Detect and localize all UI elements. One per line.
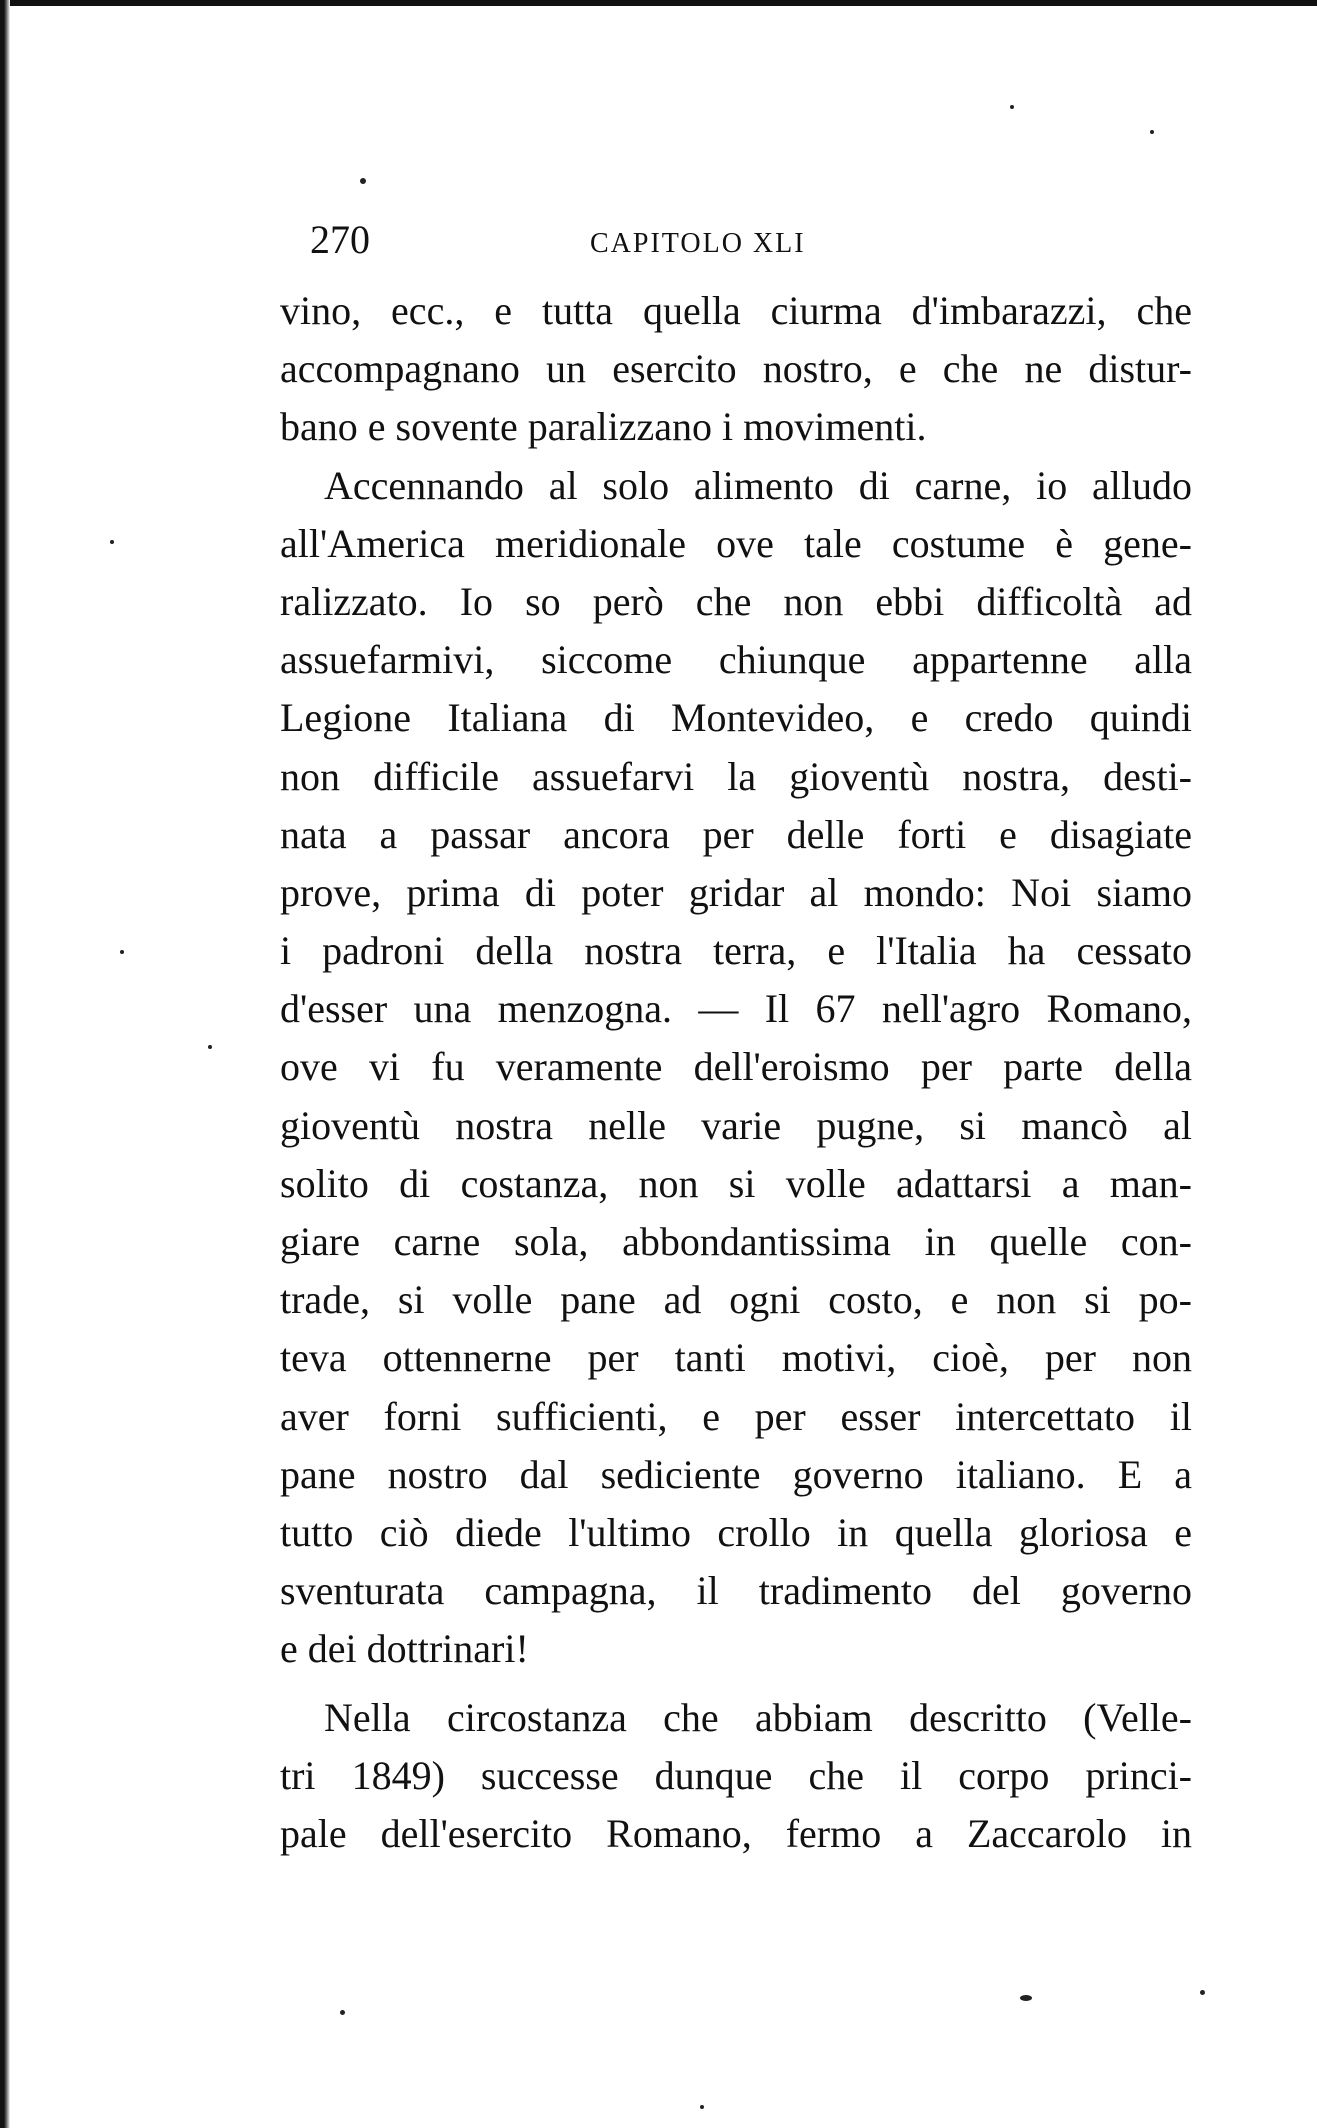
text-line: d'esser una menzogna. — Il 67 nell'agro Romano, (280, 986, 1192, 1032)
text-line: vino, ecc., e tutta quella ciurma d'imbarazzi, che (280, 288, 1192, 333)
text-line: trade, si volle pane ad ogni costo, e non si po- (280, 1277, 1192, 1323)
text-line: tutto ciò diede l'ultimo crollo in quella gloriosa e (280, 1509, 1192, 1555)
text-line: giare carne sola, abbondantissima in quelle con- (280, 1219, 1192, 1264)
chapter-title: CAPITOLO XLI (590, 228, 806, 259)
text-line: all'America meridionale ove tale costume è gene- (280, 520, 1192, 566)
scan-speck (700, 2105, 704, 2109)
scan-speck (340, 2010, 345, 2015)
paragraph (280, 457, 1210, 1679)
text-line: Nella circostanza che abbiam descritto (Velle- (324, 1694, 1192, 1740)
book-page (280, 210, 1210, 1863)
scan-speck (1150, 130, 1154, 134)
text-line: pane nostro dal sediciente governo italiano. E a (280, 1451, 1192, 1497)
scan-speck (1010, 105, 1014, 109)
scan-speck (110, 540, 114, 544)
text-line: sventurata campagna, il tradimento del governo (280, 1568, 1192, 1614)
text-line: solito di costanza, non si volle adattarsi a man- (280, 1160, 1192, 1206)
text-line: ralizzato. Io so però che non ebbi difficoltà ad (280, 578, 1192, 624)
scan-speck (1200, 1990, 1205, 1995)
scan-speck (360, 178, 366, 184)
scan-top-edge (0, 0, 1317, 6)
page-number: 270 (310, 217, 370, 262)
text-line: teva ottennerne per tanti motivi, cioè, per non (280, 1335, 1192, 1381)
text-line: prove, prima di poter gridar al mondo: Noi siamo (280, 869, 1192, 915)
text-line: pale dell'esercito Romano, fermo a Zaccarolo in (280, 1810, 1192, 1856)
text-line: Legione Italiana di Montevideo, e credo quindi (280, 695, 1192, 741)
text-line: non difficile assuefarvi la gioventù nostra, desti- (280, 753, 1192, 799)
running-head (280, 210, 1210, 270)
text-line: e dei dottrinari! (280, 1626, 529, 1672)
scan-speck (208, 1045, 212, 1049)
text-line: accompagnano un esercito nostro, e che ne distur- (280, 346, 1192, 392)
text-line: gioventù nostra nelle varie pugne, si mancò al (280, 1102, 1192, 1148)
text-line: assuefarmivi, siccome chiunque appartenne alla (280, 637, 1192, 683)
text-line: i padroni della nostra terra, e l'Italia ha cessato (280, 928, 1192, 974)
text-line: aver forni sufficienti, e per esser intercettato il (280, 1393, 1192, 1439)
scan-binding-edge (0, 0, 10, 2128)
text-line: Accennando al solo alimento di carne, io alludo (324, 462, 1192, 508)
scan-speck (1020, 1995, 1032, 2001)
text-line: nata a passar ancora per delle forti e disagiate (280, 811, 1192, 857)
text-line: ove vi fu veramente dell'eroismo per parte della (280, 1044, 1192, 1090)
body-text (280, 282, 1210, 1863)
paragraph (280, 1689, 1210, 1864)
text-line: tri 1849) successe dunque che il corpo princi- (280, 1752, 1192, 1798)
scan-speck (120, 950, 124, 954)
text-line: bano e sovente paralizzano i movimenti. (280, 404, 927, 450)
paragraph (280, 282, 1210, 457)
